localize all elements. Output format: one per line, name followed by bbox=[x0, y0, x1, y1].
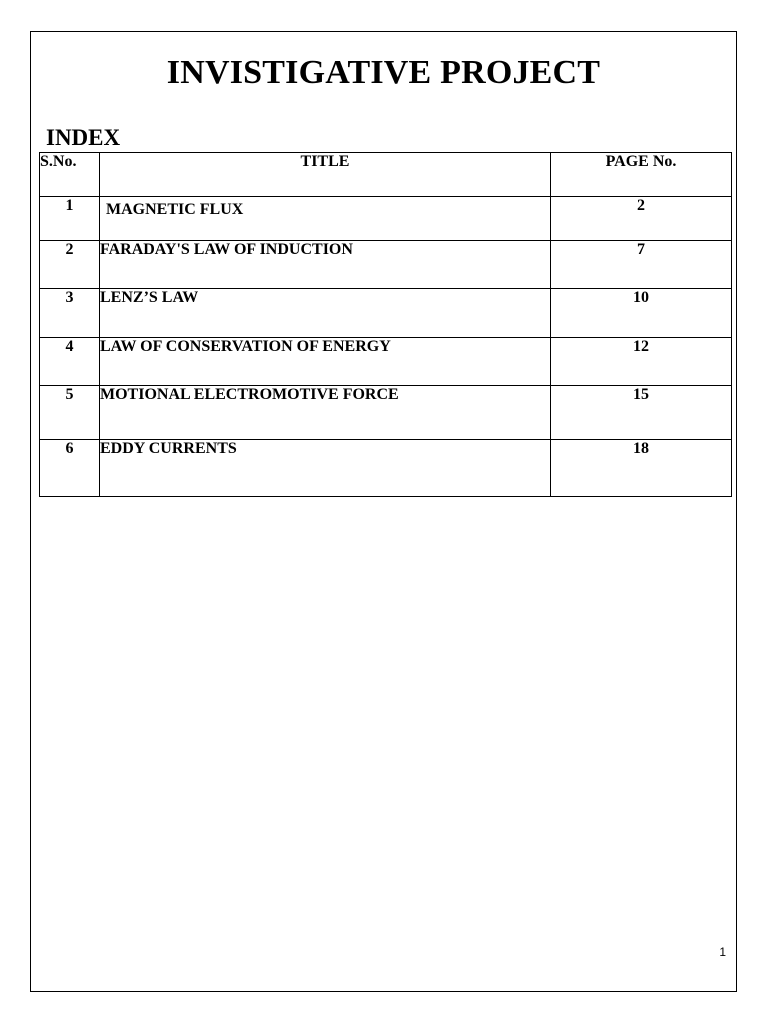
row-title: MOTIONAL ELECTROMOTIVE FORCE bbox=[100, 386, 551, 440]
header-page: PAGE No. bbox=[551, 153, 732, 197]
row-title: LAW OF CONSERVATION OF ENERGY bbox=[100, 338, 551, 386]
row-sno: 6 bbox=[40, 440, 100, 497]
row-page: 10 bbox=[551, 289, 732, 338]
header-sno: S.No. bbox=[40, 153, 100, 197]
row-sno: 5 bbox=[40, 386, 100, 440]
table-row bbox=[40, 440, 732, 497]
row-page: 15 bbox=[551, 386, 732, 440]
row-page: 18 bbox=[551, 440, 732, 497]
row-sno: 3 bbox=[40, 289, 100, 338]
index-table bbox=[39, 152, 732, 497]
table-row bbox=[40, 197, 732, 241]
row-title: LENZ’S LAW bbox=[100, 289, 551, 338]
table-row bbox=[40, 289, 732, 338]
row-title: MAGNETIC FLUX bbox=[100, 197, 551, 241]
row-title: EDDY CURRENTS bbox=[100, 440, 551, 497]
table-row bbox=[40, 241, 732, 289]
row-sno: 1 bbox=[40, 197, 100, 241]
table-row bbox=[40, 386, 732, 440]
table-row bbox=[40, 338, 732, 386]
header-title: TITLE bbox=[100, 153, 551, 197]
row-page: 12 bbox=[551, 338, 732, 386]
row-title: FARADAY'S LAW OF INDUCTION bbox=[100, 241, 551, 289]
row-page: 2 bbox=[551, 197, 732, 241]
document-title: INVISTIGATIVE PROJECT bbox=[166, 54, 601, 91]
row-sno: 2 bbox=[40, 241, 100, 289]
row-sno: 4 bbox=[40, 338, 100, 386]
page-number: 1 bbox=[719, 945, 726, 959]
table-header-row bbox=[40, 153, 732, 197]
document-page bbox=[30, 31, 737, 992]
row-page: 7 bbox=[551, 241, 732, 289]
index-heading: INDEX bbox=[46, 125, 121, 150]
